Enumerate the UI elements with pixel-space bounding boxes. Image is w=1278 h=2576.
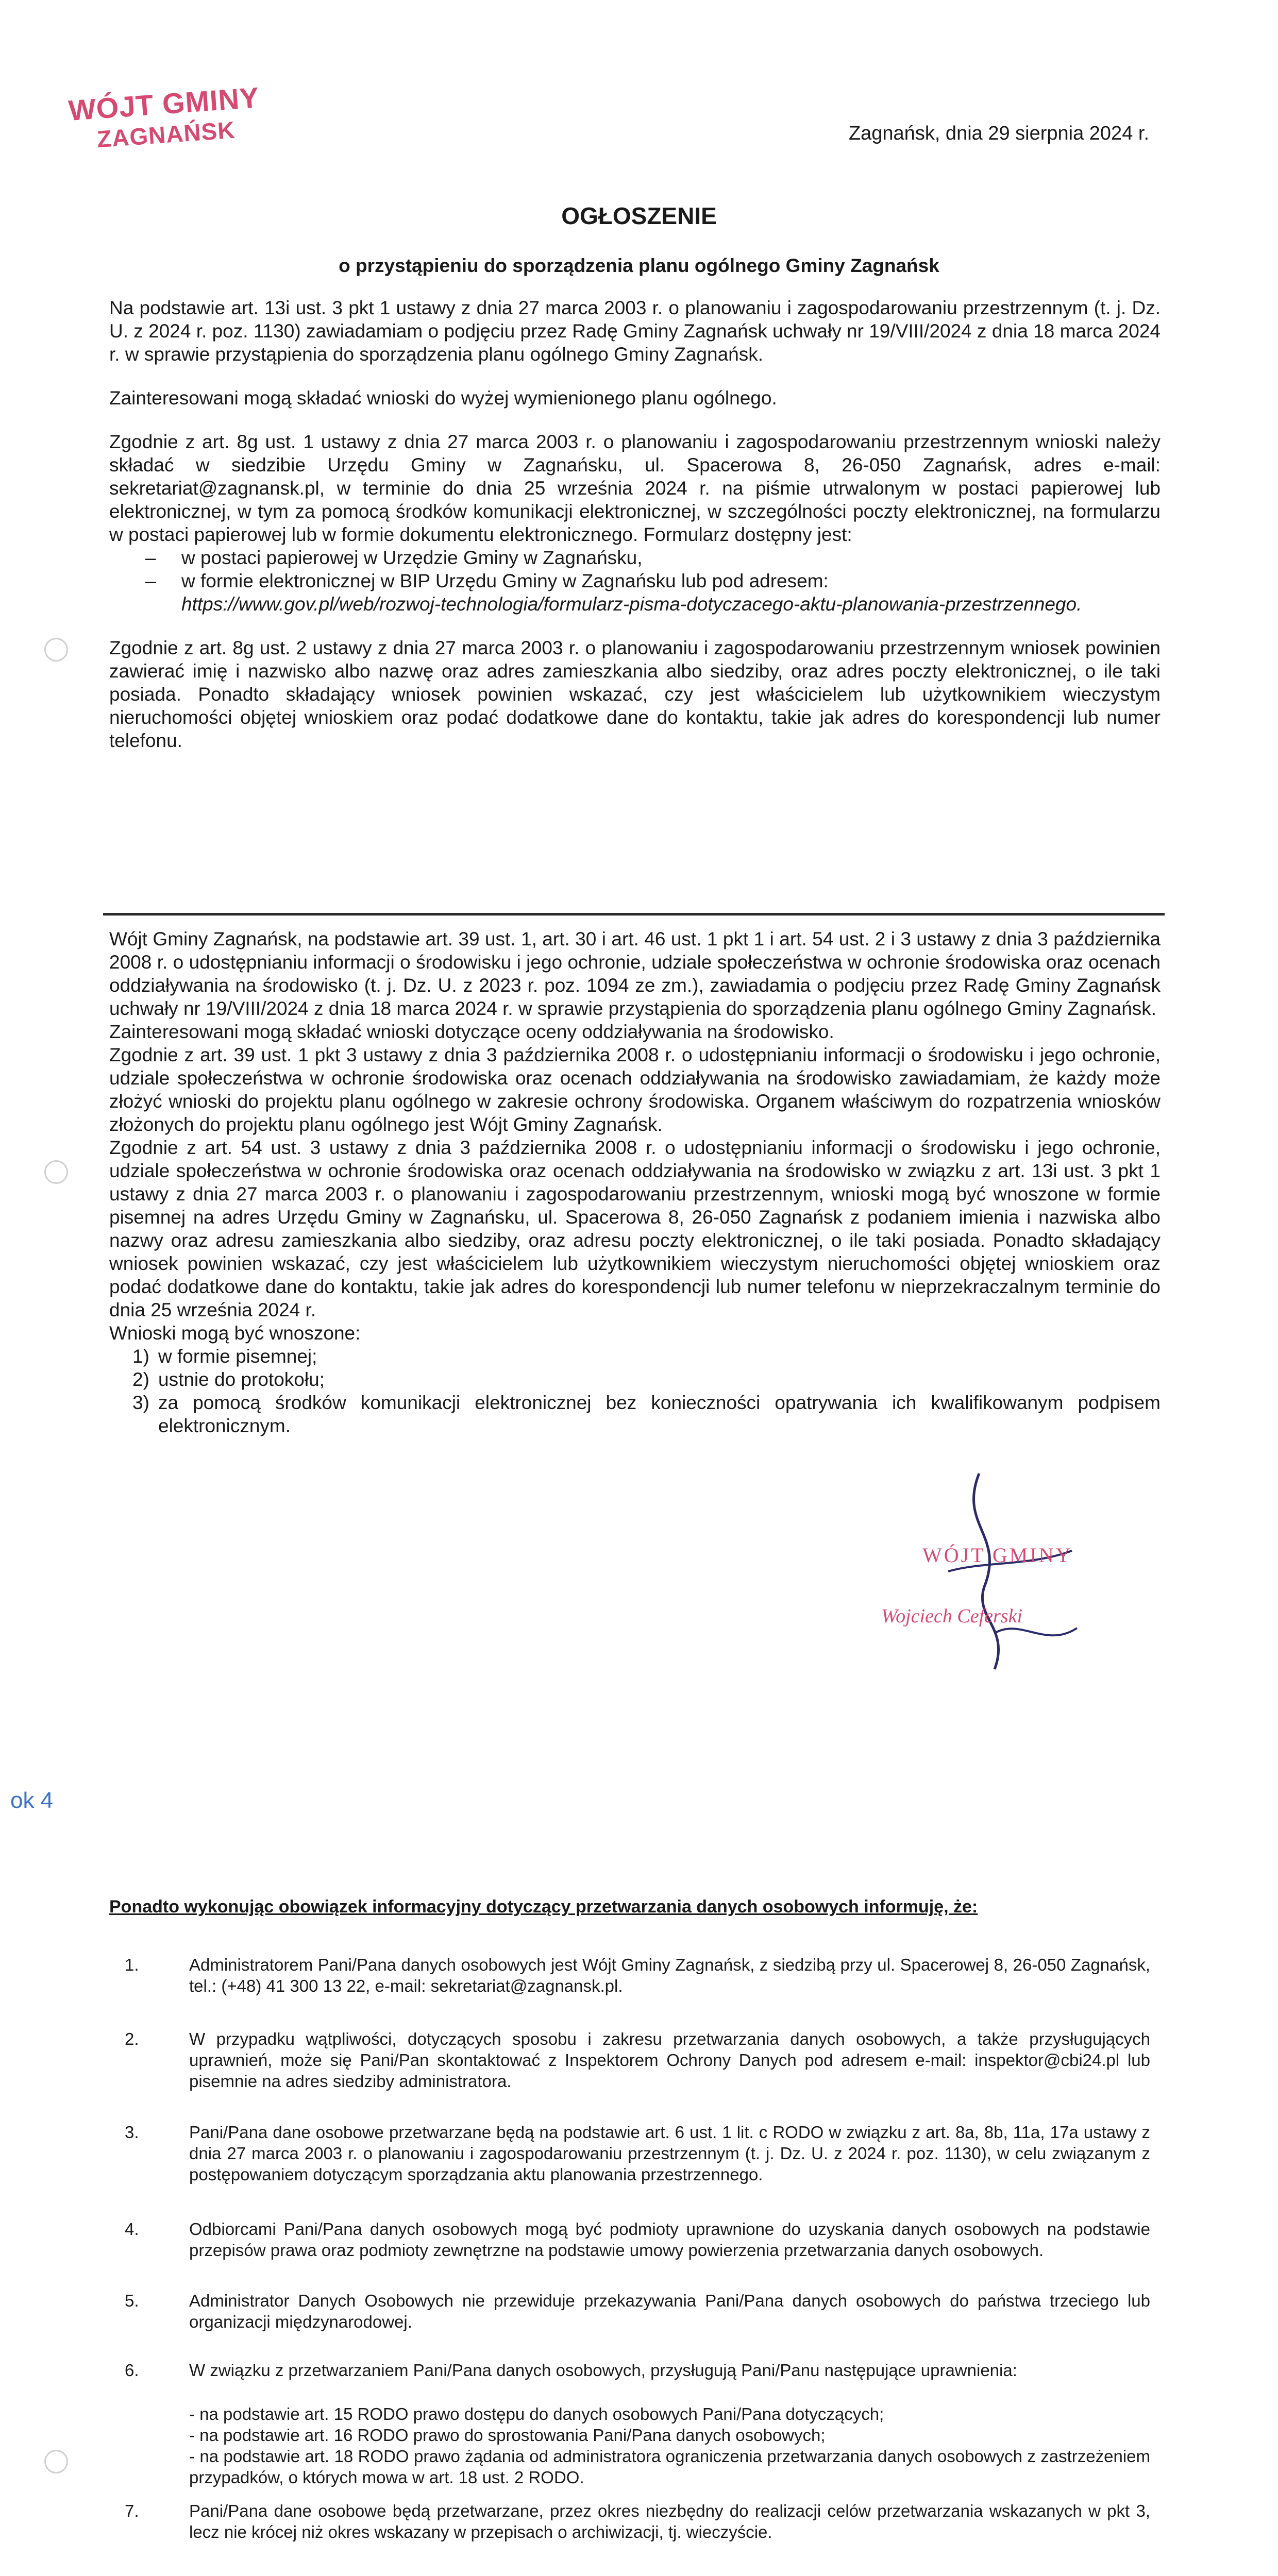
list-item: – w postaci papierowej w Urzędzie Gminy w Zagnańsku, [145,547,643,568]
signature-title: WÓJT GMINY [922,1544,1073,1567]
document-title: OGŁOSZENIE [561,202,717,229]
paragraph: Zgodnie z art. 8g ust. 1 ustawy z dnia 27 marca 2003 r. o planowaniu i zagospodarowaniu przestrzennym wnioski należy składać w siedzibie Urzędu Gminy w Zagnańsku, ul. Spacerowa 8, 26-050 Zagnańsk, adres e-mail: sekretariat@zagnansk.pl, w terminie do dnia 25 września 2024 r. na piśmie utrwalonym w postaci papierowej lub elektronicznej, w tym za pomocą środków komunikacji elektronicznej, w szczególności poczty elektronicznej, na formularzu w postaci papierowej lub w formie dokumentu elektronicznego. Formularz dostępny jest: [109,431,1161,545]
paragraph: Wnioski mogą być wnoszone: [109,1323,361,1344]
paragraph: Zainteresowani mogą składać wnioski do wyżej wymienionego planu ogólnego. [109,387,777,409]
form-availability-list [109,546,1161,616]
paragraph: Wójt Gminy Zagnańsk, na podstawie art. 39 ust. 1, art. 30 i art. 46 ust. 1 pkt 1 i art. 54 ust. 2 i 3 ustawy z dnia 3 października 2008 r. o udostępnianiu informacji o środowisku i jego ochronie, udziale społeczeństwa w ochronie środowiska oraz ocenach oddziaływania na środowisko (t. j. Dz. U. z 2023 r. poz. 1094 ze zm.), zawiadamia o podjęciu przez Radę Gminy Zagnańsk uchwały nr 19/VIII/2024 z dnia 18 marca 2024 r. w sprawie przystąpienia do sporządzenia planu ogólnego Gminy Zagnańsk. [109,928,1161,1019]
paragraph: Zainteresowani mogą składać wnioski dotyczące oceny oddziaływania na środowisko. [109,1021,834,1042]
stamp-line-1: WÓJT GMINY [67,81,261,127]
paragraph: Na podstawie art. 13i ust. 3 pkt 1 ustawy z dnia 27 marca 2003 r. o planowaniu i zagospodarowaniu przestrzennym (t. j. Dz. U. z 2024 r. poz. 1130) zawiadamiam o podjęciu przez Radę Gminy Zagnańsk uchwały nr 19/VIII/2024 z dnia 18 marca 2024 r. w sprawie przystąpienia do sporządzenia planu ogólnego Gminy Zagnańsk. [109,297,1161,365]
signature-name: Wojciech Ceferski [881,1605,1023,1627]
list-item: 2) ustnie do protokołu; [132,1369,325,1390]
rodo-heading: Ponadto wykonując obowiązek informacyjny dotyczący przetwarzania danych osobowych informuję, że: [109,1897,978,1917]
section-divider [103,913,1165,916]
announcement-body [109,296,1161,752]
margin-handwritten-note: ok 4 [10,1788,54,1813]
list-item: 1) w formie pisemnej; [132,1346,317,1367]
stamp-line-2: ZAGNAŃSK [96,116,237,153]
document-date: Zagnańsk, dnia 29 sierpnia 2024 r. [848,123,1149,144]
document-subtitle: o przystąpieniu do sporządzenia planu ogólnego Gminy Zagnańsk [339,255,939,276]
punch-hole-mark [44,1160,68,1184]
environment-section [109,927,1161,1437]
submission-methods-list [109,1345,1161,1437]
punch-hole-mark [44,638,68,662]
form-link[interactable]: https://www.gov.pl/web/rozwoj-technologia/formularz-pisma-dotyczacego-aktu-planowania-przestrzennego. [181,594,1082,615]
list-item: – w formie elektronicznej w BIP Urzędu Gminy w Zagnańsku lub pod adresem: https://www.gov.pl/web/rozwoj-technologia/formularz-pisma-dotyczacego-aktu-planowania-przestrzennego. [145,570,1082,615]
mayor-stamp [55,80,275,156]
paragraph: Zgodnie z art. 8g ust. 2 ustawy z dnia 27 marca 2003 r. o planowaniu i zagospodarowaniu przestrzennym wniosek powinien zawierać imię i nazwisko albo nazwę oraz adres zamieszkania albo siedziby, oraz adres poczty elektronicznej, o ile taki posiada. Ponadto składający wniosek powinien wskazać, czy jest właścicielem lub użytkownikiem wieczystym nieruchomości objętej wnioskiem oraz podać dodatkowe dane do kontaktu, takie jak adres do korespondencji lub numer telefonu. [109,637,1161,751]
punch-hole-mark [44,2450,68,2473]
handwritten-signature [917,1463,1113,1680]
list-item: 3) za pomocą środków komunikacji elektronicznej bez konieczności opatrywania ich kwalifikowanym podpisem elektronicznym. [132,1392,1161,1436]
paragraph: Zgodnie z art. 39 ust. 1 pkt 3 ustawy z dnia 3 października 2008 r. o udostępnianiu informacji o środowisku i jego ochronie, udziale społeczeństwa w ochronie środowiska oraz ocenach oddziaływania na środowisko zawiadamiam, że każdy może złożyć wnioski do projektu planu ogólnego w zakresie ochrony środowiska. Organem właściwym do rozpatrzenia wniosków złożonych do projektu planu ogólnego jest Wójt Gminy Zagnańsk. [109,1044,1161,1135]
paragraph: Zgodnie z art. 54 ust. 3 ustawy z dnia 3 października 2008 r. o udostępnianiu informacji o środowisku i jego ochronie, udziale społeczeństwa w ochronie środowiska oraz ocenach oddziaływania na środowisko w związku z art. 13i ust. 3 pkt 1 ustawy z dnia 27 marca 2003 r. o planowaniu i zagospodarowaniu przestrzennym, wnioski mogą być wnoszone w formie pisemnej na adres Urzędu Gminy w Zagnańsku, ul. Spacerowa 8, 26-050 Zagnańsk z podaniem imienia i nazwiska albo nazwy oraz adresu zamieszkania albo siedziby, oraz adresu poczty elektronicznej, o ile taki posiada. Ponadto składający wniosek powinien wskazać, czy jest właścicielem lub użytkownikiem wieczystym nieruchomości objętej wnioskiem oraz podać dodatkowe dane do kontaktu, takie jak adres do korespondencji lub numer telefonu w nieprzekraczalnym terminie do dnia 25 września 2024 r. [109,1137,1161,1320]
